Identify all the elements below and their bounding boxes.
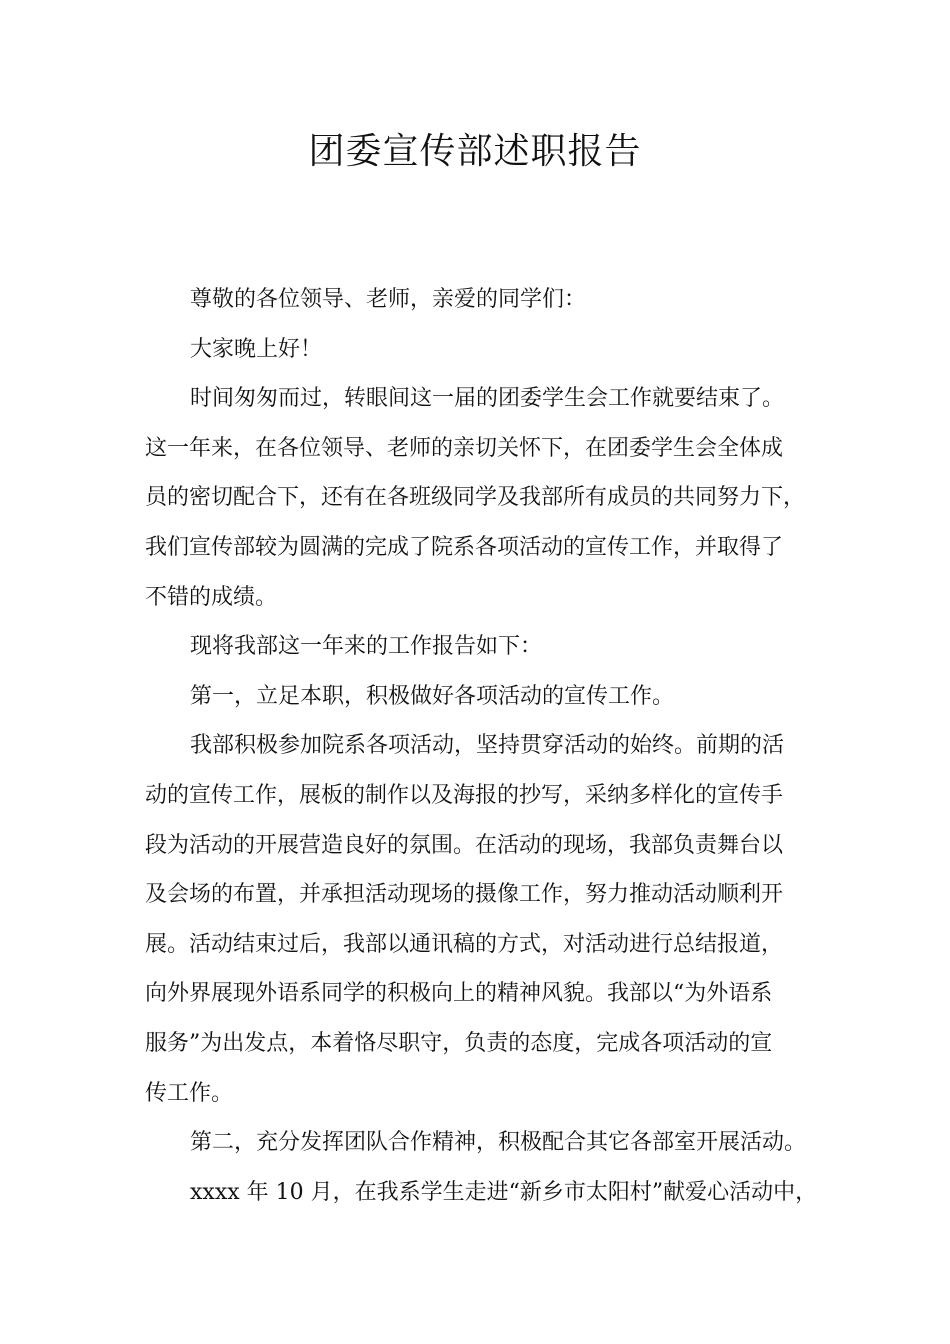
text-line: 第一，立足本职，积极做好各项活动的宣传工作。 xyxy=(190,683,675,709)
text-line: 第二，充分发挥团队合作精神，积极配合其它各部室开展活动。 xyxy=(190,1130,807,1156)
text-line: 动的宣传工作，展板的制作以及海报的抄写，采纳多样化的宣传手 xyxy=(145,782,784,808)
text-line: 段为活动的开展营造良好的氛围。在活动的现场，我部负责舞台以 xyxy=(145,832,784,858)
text-line: 大家晚上好！ xyxy=(190,336,323,362)
text-line: 员的密切配合下，还有在各班级同学及我部所有成员的共同努力下， xyxy=(145,485,806,511)
text-line: 现将我部这一年来的工作报告如下： xyxy=(190,634,543,660)
text-line: xxxx 年 10 月，在我系学生走进“新乡市太阳村”献爱心活动中， xyxy=(190,1179,818,1205)
document-body xyxy=(145,275,825,1217)
text-line: 服务”为出发点，本着恪尽职守，负责的态度，完成各项活动的宣 xyxy=(145,1030,773,1056)
text-line: 不错的成绩。 xyxy=(145,584,278,610)
text-line: 尊敬的各位领导、老师，亲爱的同学们： xyxy=(190,287,587,312)
text-line: 时间匆匆而过，转眼间这一届的团委学生会工作就要结束了。 xyxy=(190,386,785,412)
text-line: 我部积极参加院系各项活动，坚持贯穿活动的始终。前期的活 xyxy=(190,733,785,759)
text-line: 我们宣传部较为圆满的完成了院系各项活动的宣传工作，并取得了 xyxy=(145,534,784,560)
text-line: 展。活动结束过后，我部以通讯稿的方式，对活动进行总结报道， xyxy=(145,931,784,957)
text-line: 这一年来，在各位领导、老师的亲切关怀下，在团委学生会全体成 xyxy=(145,435,784,461)
text-line: 及会场的布置，并承担活动现场的摄像工作，努力推动活动顺利开 xyxy=(145,882,784,908)
text-line: 向外界展现外语系同学的积极向上的精神风貌。我部以“为外语系 xyxy=(145,981,773,1007)
document-title: 团委宣传部述职报告 xyxy=(308,131,642,172)
text-line: 传工作。 xyxy=(145,1080,234,1106)
